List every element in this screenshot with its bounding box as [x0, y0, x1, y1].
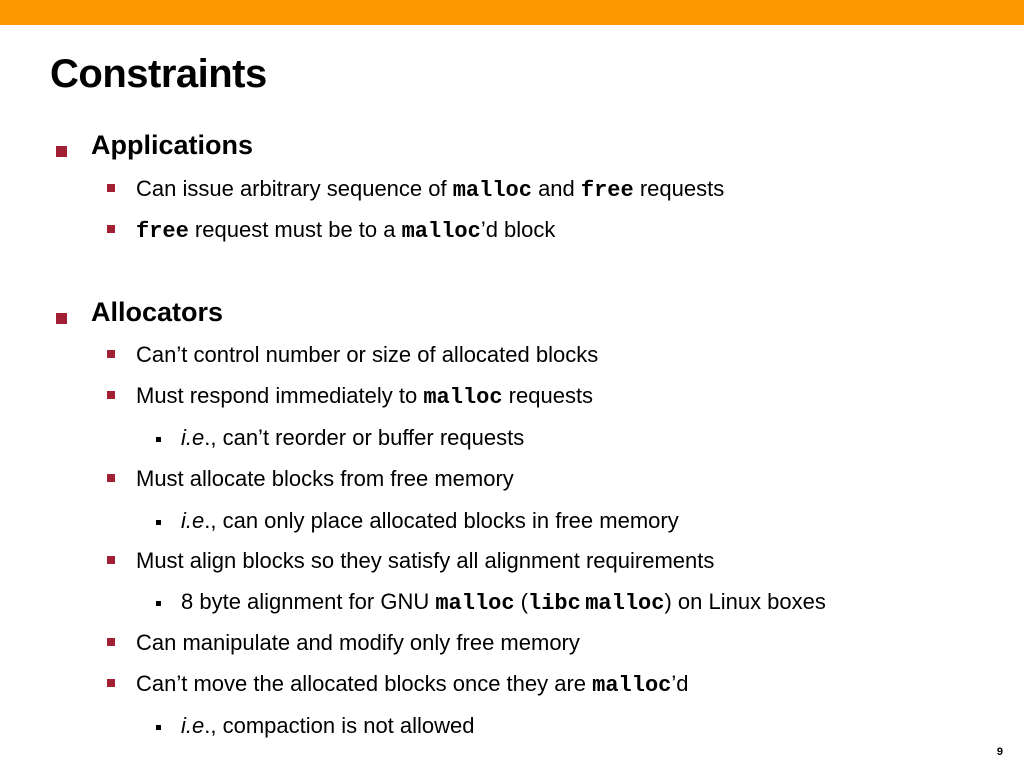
item-text: Must respond immediately to [136, 383, 424, 408]
code-token: malloc [401, 219, 481, 244]
code-token: malloc [435, 591, 515, 616]
bullet-square-icon [156, 725, 161, 730]
code-token: free [136, 219, 189, 244]
slide-title: Constraints [50, 52, 267, 96]
bullet-square-icon [107, 225, 115, 233]
item-text: ) on Linux boxes [664, 589, 826, 614]
item-text: ., can only place allocated blocks in free memory [204, 508, 679, 533]
item-text: ’d [671, 671, 689, 696]
section-heading-allocators: Allocators [91, 297, 224, 327]
page-number: 9 [996, 746, 1003, 758]
bullet-square-icon [107, 679, 115, 687]
list-item: Can manipulate and modify only free memory [136, 630, 580, 655]
bullet-square-icon [56, 146, 67, 157]
item-text: request must be to a [188, 217, 402, 242]
code-token: malloc [423, 385, 503, 410]
ie-abbrev: i.e [181, 425, 205, 450]
list-item: Must align blocks so they satisfy all alignment requirements [136, 548, 715, 573]
sub-list-item [181, 589, 826, 616]
ie-abbrev: i.e [181, 713, 205, 738]
bullet-square-icon [107, 474, 115, 482]
list-item [136, 383, 593, 410]
item-text: and [531, 176, 581, 201]
bullet-square-icon [56, 313, 67, 324]
code-token: libc [528, 591, 581, 616]
sub-list-item [181, 425, 524, 451]
code-token: malloc [592, 673, 672, 698]
item-text: ., can’t reorder or buffer requests [204, 425, 525, 450]
code-token: malloc [585, 591, 665, 616]
bullet-square-icon [156, 437, 161, 442]
item-text: ’d block [480, 217, 556, 242]
code-token: free [580, 178, 634, 203]
bullet-square-icon [156, 520, 161, 525]
bullet-square-icon [107, 184, 115, 192]
bullet-square-icon [107, 350, 115, 358]
item-text: 8 byte alignment for GNU [181, 589, 436, 614]
list-item: Must allocate blocks from free memory [136, 466, 514, 491]
bullet-square-icon [156, 601, 161, 606]
item-text: requests [502, 383, 594, 408]
bullet-square-icon [107, 638, 115, 646]
bullet-square-icon [107, 556, 115, 564]
list-item [136, 217, 555, 244]
sub-list-item [181, 713, 475, 739]
section-heading-applications: Applications [91, 130, 254, 160]
top-accent-bar [0, 0, 1024, 25]
list-item: Can’t control number or size of allocated blocks [136, 342, 599, 367]
item-text: ., compaction is not allowed [204, 713, 475, 738]
ie-abbrev: i.e [181, 508, 205, 533]
bullet-square-icon [107, 391, 115, 399]
list-item [136, 671, 689, 698]
item-text: ( [514, 589, 529, 614]
item-text: Can issue arbitrary sequence of [136, 176, 453, 201]
item-text: requests [633, 176, 725, 201]
sub-list-item [181, 508, 679, 534]
list-item [136, 176, 724, 203]
code-token: malloc [452, 178, 532, 203]
item-text: Can’t move the allocated blocks once they are [136, 671, 593, 696]
